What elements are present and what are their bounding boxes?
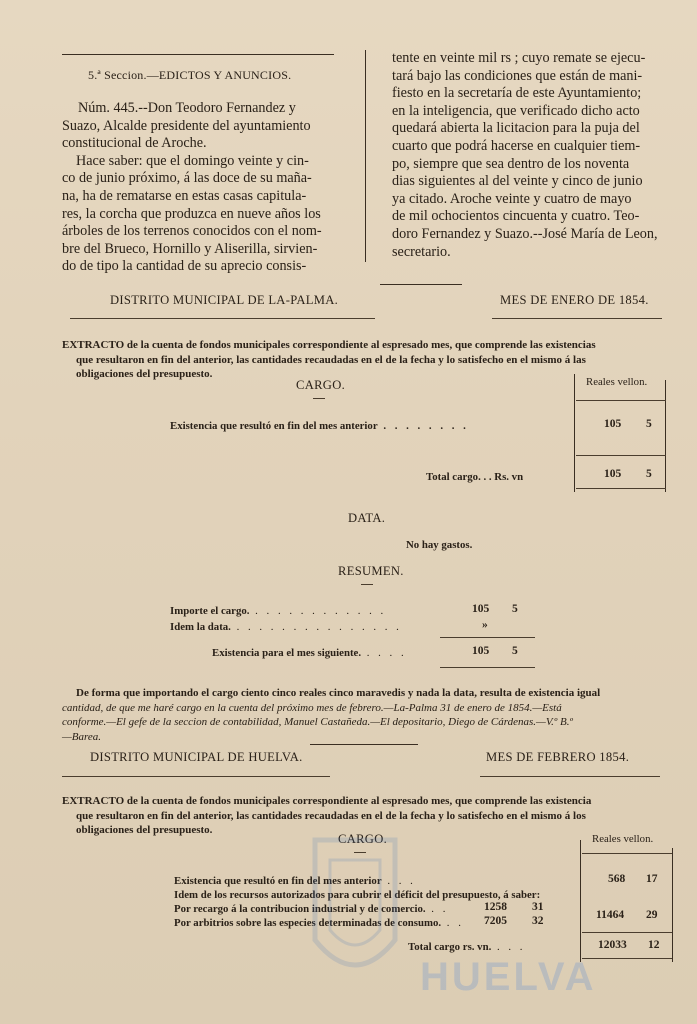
text-line: na, ha de rematarse en estas casas capitula- (62, 187, 307, 204)
resumen-rule (440, 637, 535, 638)
huelva-row-sub-mrs: 32 (532, 915, 544, 927)
watermark-text: HUELVA (420, 955, 597, 999)
table-vline (574, 374, 575, 492)
month-underline (480, 776, 660, 777)
extract-line: EXTRACTO de la cuenta de fondos municipales correspondiente al espresado mes, que comprende las existencia (62, 795, 592, 807)
huelva-row-recargo: Por recargo á la contribucion industrial y de comercio. . . (174, 903, 449, 915)
huelva-row-reales: 11464 (596, 909, 625, 921)
text-line: bre del Brueco, Hornillo y Aliserilla, sirvien- (62, 240, 318, 257)
text-line: Hace saber: que el domingo veinte y cin- (76, 152, 309, 169)
top-left-rule (62, 54, 334, 55)
text-line: quedará abierta la licitacion para la puja del (392, 120, 640, 137)
column-divider (365, 50, 366, 262)
palma-cargo-title: CARGO. (296, 378, 346, 392)
text-line: do de tipo la cantidad de su aprecio consis- (62, 258, 307, 275)
text-line: ya citado. Aroche veinte y cuatro de mayo (392, 190, 632, 207)
district-underline (62, 776, 330, 777)
huelva-row-mrs: 17 (646, 873, 658, 885)
table-rule (576, 455, 666, 456)
huelva-total-reales: 12033 (598, 939, 627, 951)
text-line: en la inteligencia, que verificado dicho acto (392, 102, 640, 119)
huelva-district-title: DISTRITO MUNICIPAL DE HUELVA. (90, 750, 303, 764)
separator-rule (380, 284, 462, 285)
palma-no-gastos: No hay gastos. (406, 539, 473, 551)
closing-line: conforme.—El gefe de la seccion de contabilidad, Manuel Castañeda.—El depositario, Diego de Cárdenas.—V.º B.º (62, 716, 573, 728)
huelva-total-label: Total cargo rs. vn. . . . (408, 941, 526, 953)
palma-district-title: DISTRITO MUNICIPAL DE LA-PALMA. (110, 293, 339, 307)
palma-existencia-label: Existencia que resultó en fin del mes anterior . . . . . . . . (170, 420, 469, 432)
right-column-text (392, 50, 672, 261)
resumen-reales: 105 (472, 603, 490, 615)
text-line: Núm. 445.--Don Teodoro Fernandez y (78, 100, 296, 116)
closing-line: De forma que importando el cargo ciento cinco reales cinco maravedis y nada la data, resulta de existencia igual (76, 687, 601, 699)
text-line: po, siempre que sea dentro de los noventa (392, 155, 630, 172)
extract-line: que resultaron en fin del anterior, las cantidades recaudadas en el de la fecha y lo satisfecho en el mismo á los (76, 809, 586, 822)
resumen-row: Importe el cargo. . . . . . . . . . . . . (170, 605, 387, 617)
title-dash (361, 584, 373, 585)
section-heading: 5.ª Seccion.—EDICTOS Y ANUNCIOS. (88, 68, 292, 82)
text-line: secretario. (392, 243, 451, 260)
huelva-total-mrs: 12 (648, 939, 660, 951)
text-line: de mil ochocientos cincuenta y cuatro. Teo- (392, 208, 640, 225)
palma-closing (62, 686, 682, 744)
month-underline (492, 318, 662, 319)
text-line: co de junio próximo, á las doce de su maña- (62, 170, 312, 187)
district-underline (70, 318, 375, 319)
palma-month-title: MES DE ENERO DE 1854. (500, 293, 649, 307)
extract-line: obligaciones del presupuesto. (76, 368, 213, 380)
text-line: dias siguientes al del veinte y cinco de junio (392, 173, 643, 190)
text-line: árboles de los terrenos conocidos con el nom- (62, 223, 322, 240)
resumen-mrs: 5 (512, 603, 518, 615)
extract-line: obligaciones del presupuesto. (76, 824, 213, 836)
huelva-row-recursos: Idem de los recursos autorizados para cubrir el déficit del presupuesto, á saber: (174, 889, 541, 901)
separator-rule (310, 744, 418, 745)
closing-line: cantidad, de que me haré cargo en la cuenta del próximo mes de febrero.—La-Palma 31 de enero de 1854.—Está (62, 701, 562, 714)
text-line: tará bajo las condiciones que están de mani- (392, 67, 643, 84)
resumen-row: Existencia para el mes siguiente. . . . . (212, 647, 407, 659)
table-vline (665, 380, 666, 492)
huelva-month-title: MES DE FEBRERO 1854. (486, 750, 630, 764)
palma-total-label: Total cargo. . . Rs. vn (426, 471, 524, 483)
resumen-reales: » (482, 619, 488, 631)
huelva-row-existencia: Existencia que resultó en fin del mes anterior . . . (174, 875, 416, 887)
table-vline (672, 848, 673, 962)
resumen-row: Idem la data. . . . . . . . . . . . . . . . (170, 621, 402, 633)
palma-extract (62, 338, 674, 382)
palma-data-title: DATA. (348, 511, 386, 525)
huelva-reales-header: Reales vellon. (592, 833, 654, 845)
extract-line: que resultaron en fin del anterior, las cantidades recaudadas en el de la fecha y lo satisfecho en el mismo á las (76, 353, 586, 366)
huelva-row-mrs: 29 (646, 909, 658, 921)
huelva-row-sub-reales: 7205 (484, 915, 507, 927)
table-rule (576, 400, 666, 401)
text-line: doro Fernandez y Suazo.--José María de Leon, (392, 225, 658, 242)
text-line: constitucional de Aroche. (62, 135, 207, 152)
text-line: fiesto en la secretaría de este Ayuntamiento; (392, 85, 642, 102)
palma-total-reales: 105 (604, 468, 622, 480)
huelva-row-arbitrios: Por arbitrios sobre las especies determinadas de consumo. . . (174, 917, 464, 929)
palma-existencia-mrs: 5 (646, 418, 652, 430)
resumen-reales: 105 (472, 645, 490, 657)
resumen-rule (440, 667, 535, 668)
text-line: cuarto que podrá hacerse en cualquier tiem- (392, 137, 641, 154)
palma-reales-header: Reales vellon. (586, 376, 648, 388)
extract-line: EXTRACTO de la cuenta de fondos municipales correspondiente al espresado mes, que comprende las existencias (62, 339, 596, 351)
huelva-cargo-title: CARGO. (338, 832, 388, 846)
palma-existencia-reales: 105 (604, 418, 622, 430)
left-column-text (62, 100, 338, 276)
text-line: tente en veinte mil rs ; cuyo remate se ejecu- (392, 50, 646, 66)
palma-total-mrs: 5 (646, 468, 652, 480)
closing-line: —Barea. (62, 730, 102, 743)
text-line: Suazo, Alcalde presidente del ayuntamiento (62, 117, 311, 134)
palma-resumen-title: RESUMEN. (338, 564, 404, 578)
title-dash (313, 398, 325, 399)
huelva-row-reales: 568 (608, 873, 626, 885)
table-rule (576, 488, 666, 489)
huelva-row-sub-reales: 1258 (484, 901, 507, 913)
text-line: res, la corcha que produzca en nueve años los (62, 205, 321, 222)
resumen-mrs: 5 (512, 645, 518, 657)
huelva-row-sub-mrs: 31 (532, 901, 544, 913)
